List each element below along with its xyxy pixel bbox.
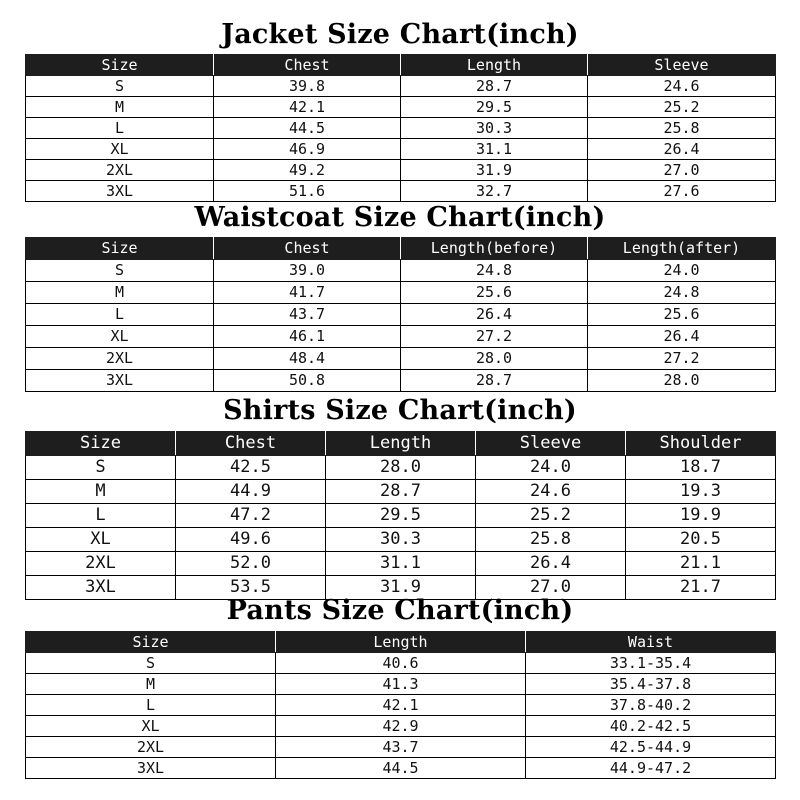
table-header-row	[26, 632, 776, 653]
table-row	[26, 653, 776, 674]
size-cell: XL	[26, 528, 176, 552]
sleeve-cell: 26.4	[588, 139, 776, 160]
column-header-length-after: Length(after)	[588, 238, 776, 260]
length-cell: 40.6	[276, 653, 526, 674]
table-row	[26, 282, 776, 304]
table-row	[26, 348, 776, 370]
length-after-cell: 24.0	[588, 260, 776, 282]
column-header-shoulder: Shoulder	[626, 432, 776, 456]
length-cell: 31.9	[401, 160, 588, 181]
chest-cell: 44.5	[214, 118, 401, 139]
length-cell: 29.5	[326, 504, 476, 528]
shoulder-cell: 19.9	[626, 504, 776, 528]
column-header-length: Length	[276, 632, 526, 653]
chest-cell: 42.1	[214, 97, 401, 118]
length-cell: 31.9	[326, 576, 476, 600]
chest-cell: 46.9	[214, 139, 401, 160]
column-header-chest: Chest	[176, 432, 326, 456]
size-cell: 3XL	[26, 758, 276, 779]
chest-cell: 39.0	[214, 260, 401, 282]
table-row	[26, 552, 776, 576]
table-row	[26, 304, 776, 326]
length-cell: 42.9	[276, 716, 526, 737]
length-cell: 42.1	[276, 695, 526, 716]
length-before-cell: 26.4	[401, 304, 588, 326]
shirts-size-table	[25, 431, 776, 600]
shoulder-cell: 18.7	[626, 456, 776, 480]
chest-cell: 47.2	[176, 504, 326, 528]
size-cell: XL	[26, 139, 214, 160]
table-header-row	[26, 432, 776, 456]
shoulder-cell: 21.7	[626, 576, 776, 600]
table-row	[26, 260, 776, 282]
shoulder-cell: 21.1	[626, 552, 776, 576]
waist-cell: 33.1-35.4	[526, 653, 776, 674]
chest-cell: 39.8	[214, 76, 401, 97]
size-cell: L	[26, 118, 214, 139]
table-row	[26, 456, 776, 480]
column-header-size: Size	[26, 432, 176, 456]
table-row	[26, 716, 776, 737]
length-after-cell: 25.6	[588, 304, 776, 326]
column-header-sleeve: Sleeve	[476, 432, 626, 456]
jacket-chart-title: Jacket Size Chart(inch)	[221, 19, 579, 50]
table-row	[26, 181, 776, 202]
length-cell: 30.3	[401, 118, 588, 139]
length-cell: 31.1	[401, 139, 588, 160]
size-cell: S	[26, 76, 214, 97]
chest-cell: 52.0	[176, 552, 326, 576]
size-cell: M	[26, 282, 214, 304]
sleeve-cell: 25.8	[476, 528, 626, 552]
length-after-cell: 28.0	[588, 370, 776, 392]
length-before-cell: 27.2	[401, 326, 588, 348]
length-after-cell: 24.8	[588, 282, 776, 304]
column-header-size: Size	[26, 632, 276, 653]
waist-cell: 37.8-40.2	[526, 695, 776, 716]
waistcoat-chart-title: Waistcoat Size Chart(inch)	[194, 202, 606, 233]
table-row	[26, 326, 776, 348]
size-cell: L	[26, 304, 214, 326]
waist-cell: 40.2-42.5	[526, 716, 776, 737]
size-cell: 3XL	[26, 576, 176, 600]
sleeve-cell: 27.0	[588, 160, 776, 181]
column-header-waist: Waist	[526, 632, 776, 653]
length-cell: 43.7	[276, 737, 526, 758]
length-before-cell: 25.6	[401, 282, 588, 304]
column-header-size: Size	[26, 238, 214, 260]
sleeve-cell: 24.6	[588, 76, 776, 97]
shirts-chart-title: Shirts Size Chart(inch)	[223, 395, 577, 426]
column-header-size: Size	[26, 55, 214, 76]
length-before-cell: 24.8	[401, 260, 588, 282]
shoulder-cell: 20.5	[626, 528, 776, 552]
table-row	[26, 370, 776, 392]
chest-cell: 41.7	[214, 282, 401, 304]
column-header-length: Length	[401, 55, 588, 76]
length-cell: 41.3	[276, 674, 526, 695]
size-cell: L	[26, 695, 276, 716]
table-header-row	[26, 55, 776, 76]
size-cell: S	[26, 653, 276, 674]
length-cell: 30.3	[326, 528, 476, 552]
table-row	[26, 758, 776, 779]
table-row	[26, 504, 776, 528]
jacket-size-table	[25, 54, 776, 202]
length-cell: 32.7	[401, 181, 588, 202]
size-cell: S	[26, 260, 214, 282]
size-cell: 3XL	[26, 370, 214, 392]
length-before-cell: 28.0	[401, 348, 588, 370]
length-cell: 31.1	[326, 552, 476, 576]
waistcoat-size-table	[25, 237, 776, 392]
size-cell: M	[26, 674, 276, 695]
length-after-cell: 26.4	[588, 326, 776, 348]
table-row	[26, 139, 776, 160]
chest-cell: 42.5	[176, 456, 326, 480]
chest-cell: 51.6	[214, 181, 401, 202]
size-cell: 2XL	[26, 160, 214, 181]
length-cell: 28.7	[401, 76, 588, 97]
size-cell: M	[26, 97, 214, 118]
sleeve-cell: 25.8	[588, 118, 776, 139]
sleeve-cell: 25.2	[588, 97, 776, 118]
chest-cell: 53.5	[176, 576, 326, 600]
column-header-sleeve: Sleeve	[588, 55, 776, 76]
column-header-length: Length	[326, 432, 476, 456]
chest-cell: 46.1	[214, 326, 401, 348]
sleeve-cell: 25.2	[476, 504, 626, 528]
size-cell: XL	[26, 716, 276, 737]
size-cell: 2XL	[26, 348, 214, 370]
chest-cell: 44.9	[176, 480, 326, 504]
table-row	[26, 160, 776, 181]
sleeve-cell: 26.4	[476, 552, 626, 576]
sleeve-cell: 24.0	[476, 456, 626, 480]
length-after-cell: 27.2	[588, 348, 776, 370]
length-cell: 28.7	[326, 480, 476, 504]
sleeve-cell: 24.6	[476, 480, 626, 504]
table-row	[26, 737, 776, 758]
table-row	[26, 674, 776, 695]
chest-cell: 50.8	[214, 370, 401, 392]
chest-cell: 43.7	[214, 304, 401, 326]
length-cell: 28.0	[326, 456, 476, 480]
length-cell: 29.5	[401, 97, 588, 118]
table-row	[26, 76, 776, 97]
size-cell: 2XL	[26, 552, 176, 576]
length-cell: 44.5	[276, 758, 526, 779]
pants-size-table	[25, 631, 776, 779]
chest-cell: 49.2	[214, 160, 401, 181]
chest-cell: 49.6	[176, 528, 326, 552]
size-cell: L	[26, 504, 176, 528]
sleeve-cell: 27.6	[588, 181, 776, 202]
table-row	[26, 695, 776, 716]
column-header-length-before: Length(before)	[401, 238, 588, 260]
pants-chart-title: Pants Size Chart(inch)	[226, 595, 574, 626]
chest-cell: 48.4	[214, 348, 401, 370]
waist-cell: 35.4-37.8	[526, 674, 776, 695]
waist-cell: 44.9-47.2	[526, 758, 776, 779]
column-header-chest: Chest	[214, 55, 401, 76]
shoulder-cell: 19.3	[626, 480, 776, 504]
table-row	[26, 480, 776, 504]
length-before-cell: 28.7	[401, 370, 588, 392]
table-row	[26, 528, 776, 552]
table-header-row	[26, 238, 776, 260]
size-cell: S	[26, 456, 176, 480]
table-row	[26, 118, 776, 139]
table-row	[26, 97, 776, 118]
size-cell: 2XL	[26, 737, 276, 758]
sleeve-cell: 27.0	[476, 576, 626, 600]
size-cell: XL	[26, 326, 214, 348]
size-cell: 3XL	[26, 181, 214, 202]
size-cell: M	[26, 480, 176, 504]
waist-cell: 42.5-44.9	[526, 737, 776, 758]
column-header-chest: Chest	[214, 238, 401, 260]
